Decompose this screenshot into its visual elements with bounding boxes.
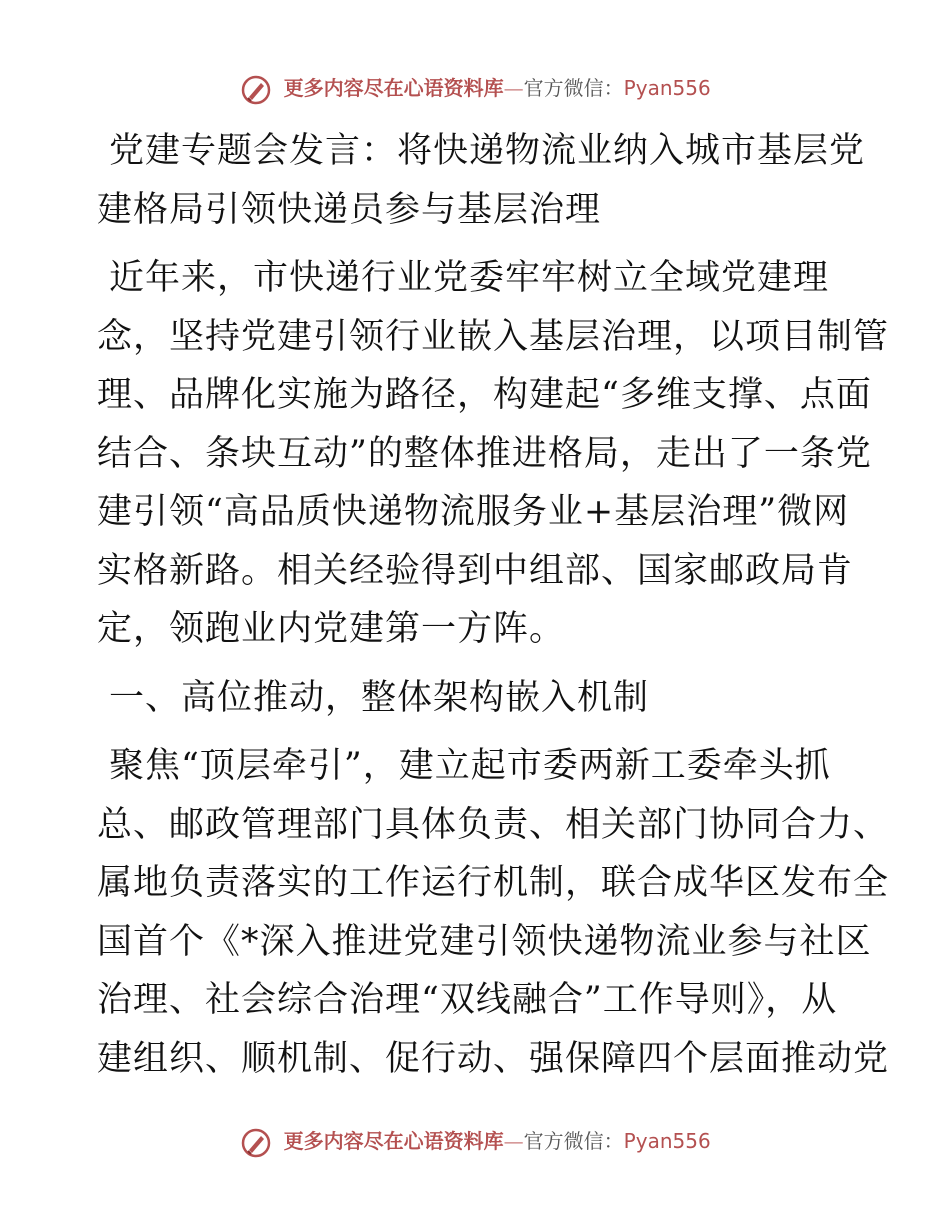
watermark-footer: [0, 1125, 950, 1160]
paragraph-line: 治理、社会综合治理“双线融合”工作导则》，从: [97, 980, 838, 1020]
watermark-site-name: 更多内容尽在心语资料库: [283, 76, 504, 100]
watermark-wechat-id: Pyan556: [623, 1129, 711, 1153]
watermark-official-label: 官方微信：: [523, 1129, 624, 1153]
paragraph-line: 属地负责落实的工作运行机制，联合成华区发布全: [97, 863, 890, 903]
paragraph-line: 近年来，市快递行业党委牢牢树立全域党建理: [109, 258, 830, 298]
pen-logo-icon: [239, 1126, 273, 1160]
document-title: [97, 122, 866, 239]
watermark-wechat-id: Pyan556: [623, 76, 711, 100]
paragraph-line: 国首个《*深入推进党建引领快递物流业参与社区: [97, 921, 872, 962]
title-line: 党建专题会发言：将快递物流业纳入城市基层党: [109, 131, 866, 171]
watermark-official-label: 官方微信：: [523, 76, 624, 100]
watermark-separator: —: [503, 76, 524, 100]
pen-logo-icon: [239, 73, 273, 107]
paragraph-line: 聚焦“顶层牵引”，建立起市委两新工委牵头抓: [109, 746, 831, 786]
section1-paragraph: [97, 737, 890, 1088]
paragraph-line: 建组织、顺机制、促行动、强保障四个层面推动党: [97, 1038, 890, 1079]
watermark-site-name: 更多内容尽在心语资料库: [283, 1129, 504, 1153]
paragraph-line: 建引领“高品质快递物流服务业+基层治理”微网: [97, 492, 850, 532]
paragraph-line: 定，领跑业内党建第一方阵。: [97, 609, 566, 649]
document-body: [97, 122, 890, 1098]
paragraph-line: 实格新路。相关经验得到中组部、国家邮政局肯: [97, 550, 854, 591]
title-line: 建格局引领快递员参与基层治理: [97, 189, 602, 230]
paragraph-line: 结合、条块互动”的整体推进格局，走出了一条党: [97, 433, 872, 474]
watermark-separator: —: [503, 1129, 524, 1153]
watermark-header: [0, 72, 950, 107]
paragraph-line: 念，坚持党建引领行业嵌入基层治理，以项目制管: [97, 316, 890, 357]
paragraph-line: 总、邮政管理部门具体负责、相关部门协同合力、: [97, 804, 890, 845]
paragraph-line: 理、品牌化实施为路径，构建起“多维支撑、点面: [97, 375, 872, 415]
section-heading: [97, 669, 857, 728]
intro-paragraph: [97, 249, 890, 659]
section-heading-text: 一、高位推动，整体架构嵌入机制: [109, 677, 650, 718]
